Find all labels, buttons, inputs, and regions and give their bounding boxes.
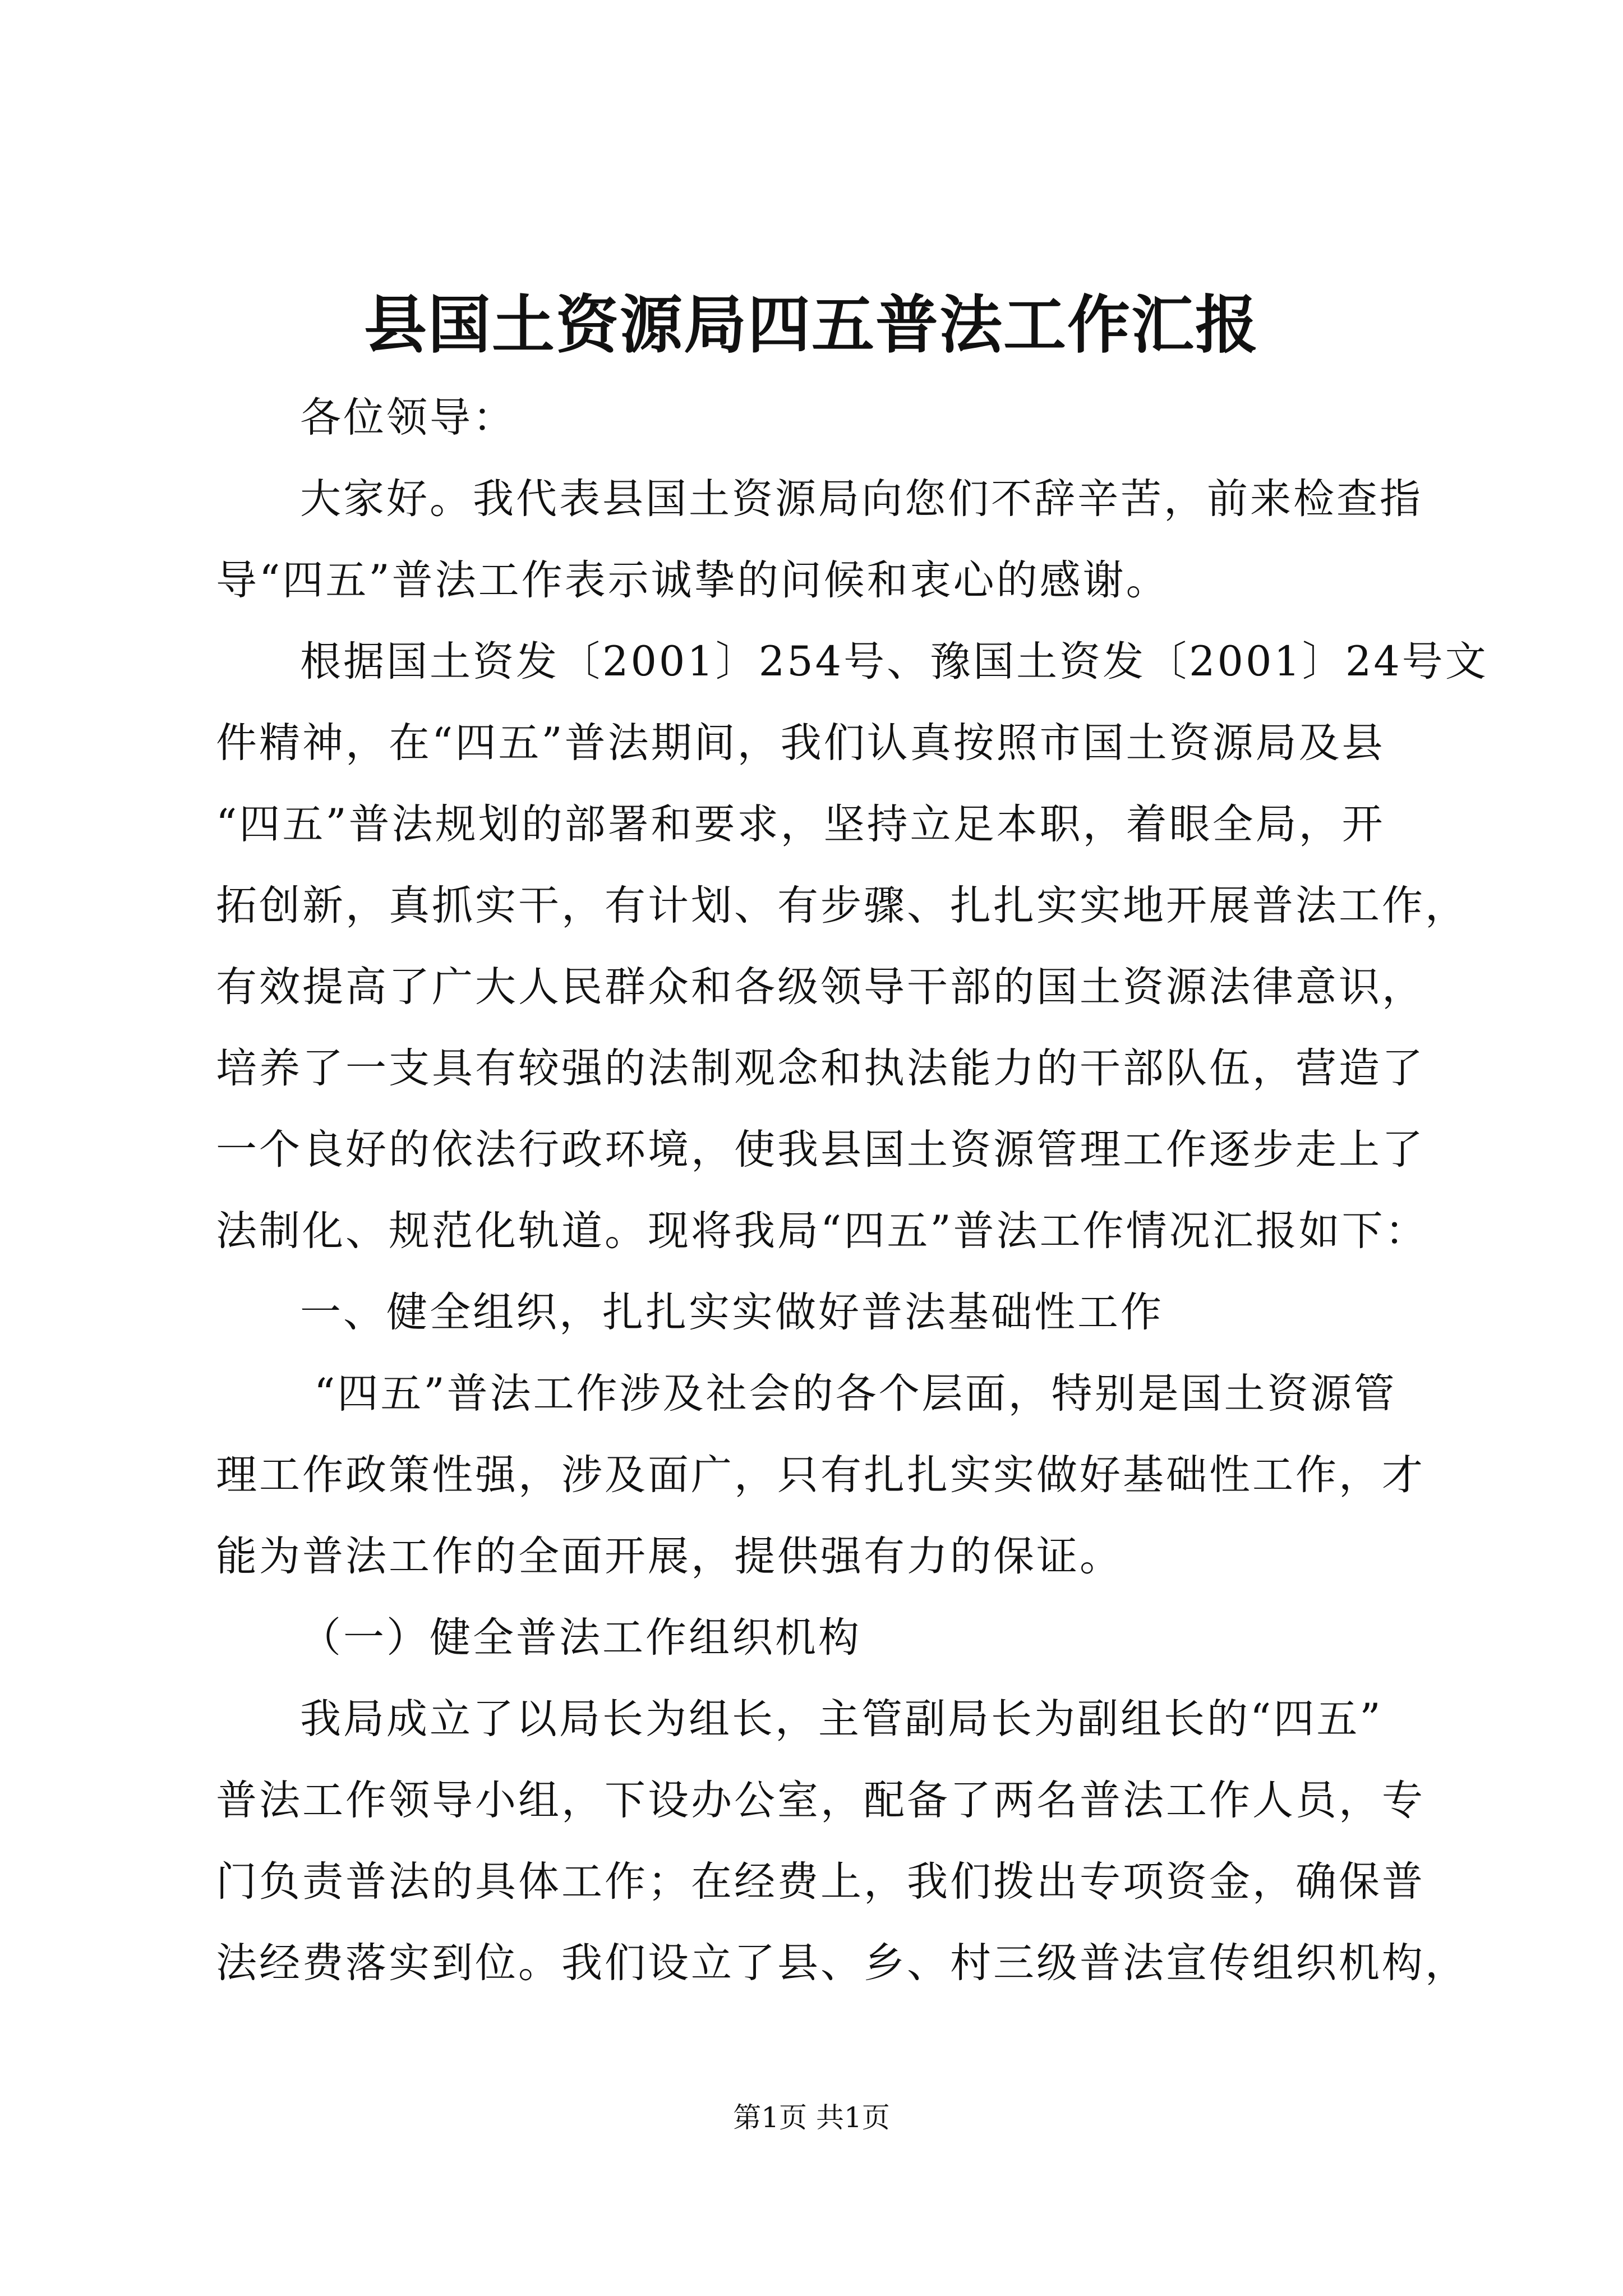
body-line: 理工作政策性强，涉及面广，只有扎扎实实做好基础性工作，才 (216, 1451, 1425, 1499)
section-heading: 一、健全组织，扎扎实实做好普法基础性工作 (300, 1289, 1164, 1336)
body-line: 有效提高了广大人民群众和各级领导干部的国土资源法律意识， (216, 963, 1425, 1011)
body-line: 门负责普法的具体工作；在经费上，我们拨出专项资金，确保普 (216, 1858, 1425, 1906)
body-line: “四五”普法工作涉及社会的各个层面，特别是国土资源管 (314, 1370, 1397, 1418)
document-title: 县国土资源局四五普法工作汇报 (364, 288, 1259, 362)
body-line: 根据国土资发〔2001〕254号、豫国土资发〔2001〕24号文 (300, 638, 1488, 685)
page-number-footer: 第1页 共1页 (733, 2101, 890, 2134)
body-line: 拓创新，真抓实干，有计划、有步骤、扎扎实实地开展普法工作， (216, 882, 1468, 930)
body-line: 法制化、规范化轨道。现将我局“四五”普法工作情况汇报如下： (216, 1207, 1428, 1255)
body-line: 导“四五”普法工作表示诚挚的问候和衷心的感谢。 (216, 556, 1169, 604)
body-line: 件精神，在“四五”普法期间，我们认真按照市国土资源局及县 (216, 719, 1385, 767)
subsection-heading: （一）健全普法工作组织机构 (300, 1614, 861, 1662)
salutation-line: 各位领导： (300, 394, 516, 441)
body-line: 我局成立了以局长为组长，主管副局长为副组长的“四五” (300, 1695, 1383, 1743)
body-line: 法经费落实到位。我们设立了县、乡、村三级普法宣传组织机构， (216, 1939, 1468, 1987)
body-line: “四五”普法规划的部署和要求，坚持立足本职，着眼全局，开 (216, 800, 1385, 848)
body-line: 大家好。我代表县国土资源局向您们不辞辛苦，前来检查指 (300, 475, 1423, 523)
body-line: 培养了一支具有较强的法制观念和执法能力的干部队伍，营造了 (216, 1045, 1425, 1092)
body-line: 能为普法工作的全面开展，提供强有力的保证。 (216, 1533, 1123, 1580)
body-line: 普法工作领导小组，下设办公室，配备了两名普法工作人员，专 (216, 1777, 1425, 1824)
body-line: 一个良好的依法行政环境，使我县国土资源管理工作逐步走上了 (216, 1126, 1425, 1174)
